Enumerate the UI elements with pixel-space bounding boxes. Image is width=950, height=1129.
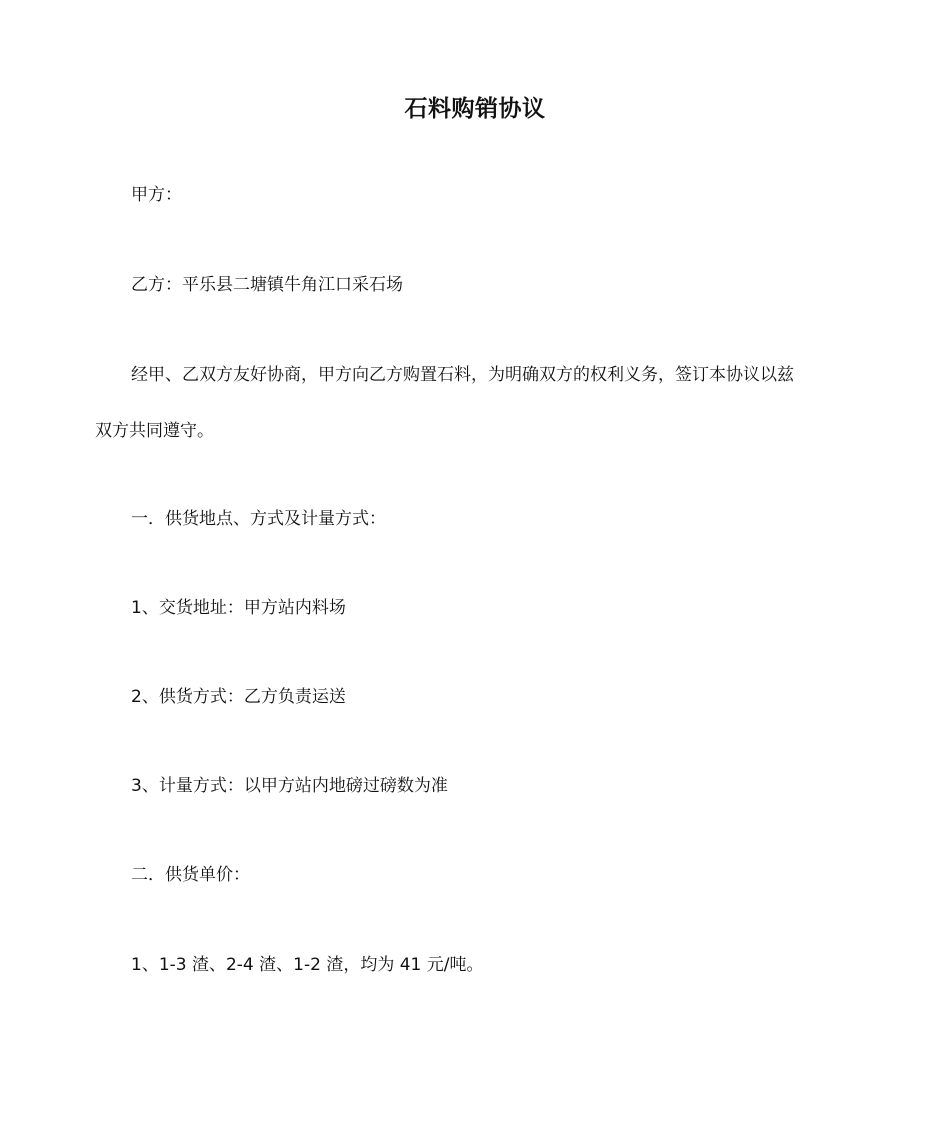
intro-paragraph-line-1: 经甲、乙双方友好协商，甲方向乙方购置石料，为明确双方的权利义务，签订本协议以兹 (131, 365, 794, 385)
section-1-item-1: 1、交货地址：甲方站内料场 (131, 598, 346, 618)
section-1-item-2: 2、供货方式：乙方负责运送 (131, 687, 346, 707)
intro-paragraph-line-2: 双方共同遵守。 (95, 421, 214, 441)
party-a-line: 甲方： (131, 185, 182, 205)
document-title: 石料购销协议 (404, 96, 546, 123)
section-2-item-1: 1、1-3 渣、2-4 渣、1-2 渣，均为 41 元/吨。 (131, 955, 484, 975)
section-1-item-3: 3、计量方式：以甲方站内地磅过磅数为准 (131, 776, 448, 796)
section-2-heading: 二．供货单价： (131, 865, 250, 885)
party-b-line: 乙方：平乐县二塘镇牛角江口采石场 (131, 275, 403, 295)
section-1-heading: 一．供货地点、方式及计量方式： (131, 509, 386, 529)
